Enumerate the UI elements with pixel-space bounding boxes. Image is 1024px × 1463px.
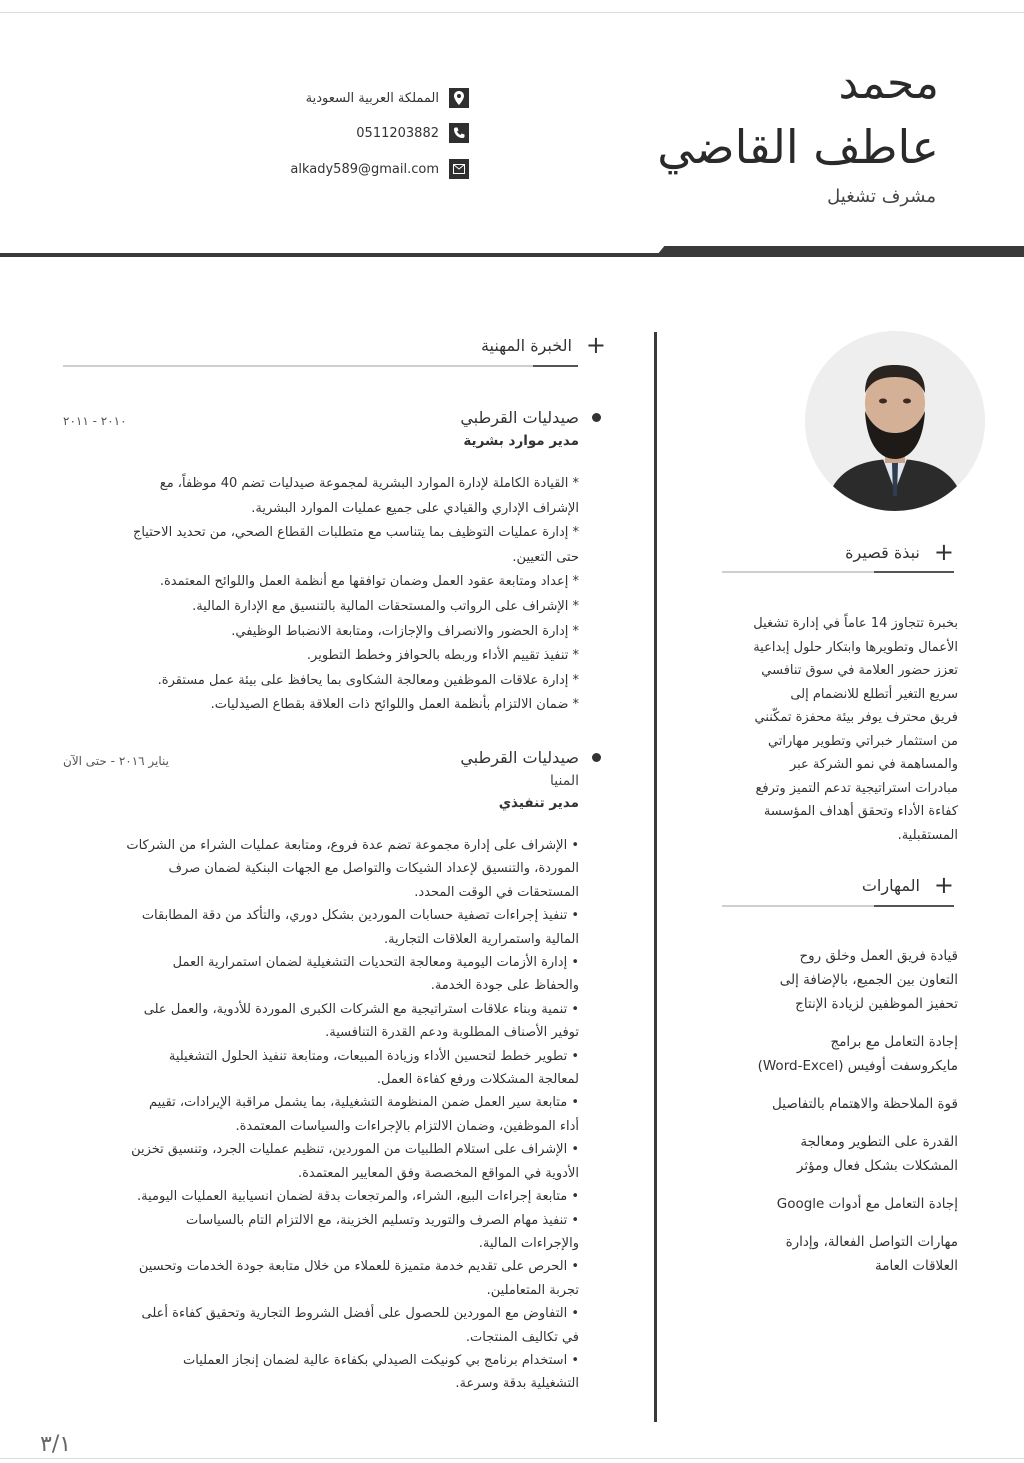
plus-icon: + [585, 331, 606, 359]
column-divider [654, 332, 657, 1422]
duty-line: • متابعة إجراءات البيع، الشراء، والمرتجعات بدقة لضمان انسيابية العمليات اليومية. [137, 1189, 579, 1205]
profile-photo [805, 331, 985, 511]
duty-line: التشغيلية بدقة وسرعة. [455, 1376, 579, 1392]
contact-email [290, 159, 469, 179]
duty-line: * إدارة علاقات الموظفين ومعالجة الشكاوى بما يحافظ على بيئة عمل مستقرة. [157, 672, 579, 688]
duty-line: * إدارة الحضور والانصراف والإجازات، ومتابعة الانضباط الوظيفي. [231, 623, 579, 639]
skill-line: مايكروسفت أوفيس (Word-Excel) [757, 1058, 958, 1074]
duty-line: الإشراف الإداري والقيادي على جميع عمليات الموارد البشرية. [251, 500, 579, 516]
experience-section-heading [481, 333, 606, 357]
skill-line: تحفيز الموظفين لزيادة الإنتاج [795, 996, 958, 1012]
duty-line: • تنمية وبناء علاقات استراتيجية مع الشركات الكبرى الموردة للأدوية، والعمل على [143, 1001, 579, 1017]
bio-line: المستقبلية. [897, 827, 958, 843]
contact-phone [356, 123, 469, 143]
skills-list [718, 944, 958, 1292]
bio-line: سريع التغير أتطلع للانضمام إلى [790, 686, 958, 702]
bio-line: بخبرة تتجاوز 14 عاماً في إدارة تشغيل [753, 616, 958, 631]
bio-line: تعزز حضور العلامة في سوق تنافسي [761, 663, 958, 678]
skill-item [718, 1130, 958, 1178]
job-company: صيدليات القرطبي [460, 408, 579, 427]
duty-line: * إعداد ومتابعة عقود العمل وضمان توافقها مع أنظمة العمل واللوائح المعتمدة. [159, 574, 579, 590]
duty-line: * ضمان الالتزام بأنظمة العمل واللوائح ذات العلاقة بقطاع الصيدليات. [210, 697, 579, 713]
job-entry [460, 748, 579, 811]
duty-line: لمعالجة المشكلات ورفع كفاءة العمل. [376, 1072, 579, 1088]
bullet-dot-icon [592, 413, 601, 422]
duty-line: الأدوية في المواقع المخصصة وفق المعايير المعتمدة. [297, 1165, 579, 1181]
duty-line: والإجراءات المالية. [478, 1235, 579, 1251]
header-divider-accent [657, 246, 1024, 255]
duty-line: تجربة المتعاملين. [486, 1282, 579, 1298]
skills-section-title: المهارات [861, 875, 920, 895]
skill-line: قيادة فريق العمل وخلق روح [799, 948, 958, 964]
bio-section-underline [722, 571, 954, 573]
duty-line: حتى التعيين. [512, 549, 579, 565]
duty-line: • التفاوض مع الموردين للحصول على أفضل الشروط التجارية وتحقيق كفاءة أعلى [141, 1306, 579, 1322]
contact-location [306, 88, 469, 108]
duty-line: توفير الأصناف المطلوبة ودعم القدرة التنافسية. [325, 1025, 579, 1041]
job-role: مدير تنفيذي [498, 795, 579, 811]
duty-line: • الحرص على تقديم خدمة متميزة للعملاء من خلال متابعة جودة الخدمات وتحسين [138, 1259, 579, 1275]
bullet-dot-icon [592, 753, 601, 762]
skill-line: إجادة التعامل مع برامج [830, 1034, 958, 1050]
duty-line: * إدارة عمليات التوظيف بما يتناسب مع متطلبات القطاع الصحي، من تحديد الاحتياج [132, 525, 579, 541]
duty-line: • متابعة سير العمل ضمن المنظومة التشغيلية، بما يشمل مراقبة الإيرادات، تقييم [149, 1095, 579, 1111]
job-dates: ٢٠١٠ - ٢٠١١ [63, 414, 127, 428]
contact-phone-text: 0511203882 [356, 125, 439, 141]
bio-line: كفاءة الأداء وتحقق أهداف المؤسسة [763, 804, 958, 819]
job-role: مدير موارد بشرية [463, 433, 579, 449]
skill-item [718, 944, 958, 1016]
skills-section-heading [862, 873, 954, 897]
bio-line: والمساهمة في نمو الشركة عبر [789, 757, 958, 772]
bio-line: فريق محترف يوفر بيئة محفزة تمكّنني [754, 710, 958, 725]
bio-section-title: نبذة قصيرة [845, 542, 920, 562]
skill-item [718, 1092, 958, 1116]
plus-icon: + [933, 871, 954, 899]
duty-line: • تنفيذ مهام الصرف والتوريد وتسليم الخزينة، مع الالتزام التام بالسياسات [186, 1212, 579, 1228]
location-pin-icon [449, 88, 469, 108]
duty-line: • إدارة الأزمات اليومية ومعالجة التحديات التشغيلية لضمان استمرارية العمل [172, 955, 579, 971]
profile-photo-illustration [805, 331, 985, 511]
skill-line: العلاقات العامة [875, 1258, 958, 1274]
job-title: مشرف تشغيل [827, 186, 936, 207]
first-name: محمد [838, 58, 939, 109]
page-number: ٣/١ [40, 1432, 72, 1457]
phone-icon [449, 123, 469, 143]
skill-item [718, 1192, 958, 1216]
duty-line: • تطوير خطط لتحسين الأداء وزيادة المبيعات، ومتابعة تنفيذ الحلول التشغيلية [168, 1048, 579, 1064]
skill-item [718, 1230, 958, 1278]
job-dates: يناير ٢٠١٦ - حتى الآن [63, 754, 169, 768]
job-duties [59, 472, 579, 718]
skill-line: القدرة على التطوير ومعالجة [800, 1134, 958, 1150]
duty-line: المالية واستمرارية العلاقات التجارية. [383, 931, 579, 947]
skill-line: التعاون بين الجميع، بالإضافة إلى [779, 972, 958, 988]
duty-line: • الإشراف على استلام الطلبيات من الموردين، تنظيم عمليات الجرد، وتنسيق تخزين [131, 1142, 579, 1158]
duty-line: • تنفيذ إجراءات تصفية حسابات الموردين بشكل دوري، والتأكد من دقة المطابقات [141, 908, 579, 924]
duty-line: الموردة، والتنسيق لإعداد الشيكات والتواصل مع الجهات البنكية لضمان صرف [168, 861, 579, 877]
duty-line: • الإشراف على إدارة مجموعة تضم عدة فروع، ومتابعة عمليات الشراء من الشركات [126, 838, 579, 853]
skills-section-underline [722, 905, 954, 907]
bio-text [718, 612, 958, 847]
skill-line: مهارات التواصل الفعالة، وإدارة [785, 1234, 958, 1250]
contact-email-text: alkady589@gmail.com [290, 161, 439, 177]
bio-line: مبادرات استراتيجية تدعم التميز وترفع [755, 780, 958, 796]
skill-line: إجادة التعامل مع أدوات Google [776, 1196, 958, 1212]
experience-section-underline [63, 365, 578, 367]
skill-item [718, 1030, 958, 1078]
job-duties [59, 834, 579, 1396]
duty-line: * تنفيذ تقييم الأداء وربطه بالحوافز وخطط التطوير. [306, 648, 579, 664]
experience-section-title: الخبرة المهنية [480, 335, 572, 355]
bio-line: الأعمال وتطويرها وابتكار حلول إبداعية [753, 639, 958, 655]
envelope-icon [449, 159, 469, 179]
skill-line: قوة الملاحظة والاهتمام بالتفاصيل [772, 1096, 958, 1112]
job-company: صيدليات القرطبي [460, 748, 579, 767]
bio-section-heading [845, 540, 954, 564]
duty-line: * القيادة الكاملة لإدارة الموارد البشرية لمجموعة صيدليات تضم 40 موظفاً، مع [159, 476, 579, 491]
duty-line: والحفاظ على جودة الخدمة. [430, 978, 579, 994]
job-city: المنيا [550, 773, 579, 789]
top-rule [0, 12, 1024, 13]
duty-line: المستحقات في الوقت المحدد. [414, 884, 579, 900]
last-name: عاطف القاضي [657, 120, 939, 174]
duty-line: أداء الموظفين، وضمان الالتزام بالإجراءات والسياسات المعتمدة. [235, 1118, 579, 1134]
bottom-rule [0, 1458, 1024, 1459]
duty-line: * الإشراف على الرواتب والمستحقات المالية بالتنسيق مع الإدارة المالية. [192, 598, 579, 614]
skill-line: المشكلات بشكل فعال ومؤثر [796, 1158, 958, 1174]
duty-line: • استخدام برنامج بي كونيكت الصيدلي بكفاءة عالية لضمان إنجاز العمليات [183, 1352, 579, 1368]
bio-line: من استثمار خبراتي وتطوير مهاراتي [767, 733, 958, 749]
contact-location-text: المملكة العربية السعودية [305, 90, 439, 106]
duty-line: في تكاليف المنتجات. [465, 1329, 579, 1345]
job-entry [460, 408, 579, 449]
plus-icon: + [933, 538, 954, 566]
